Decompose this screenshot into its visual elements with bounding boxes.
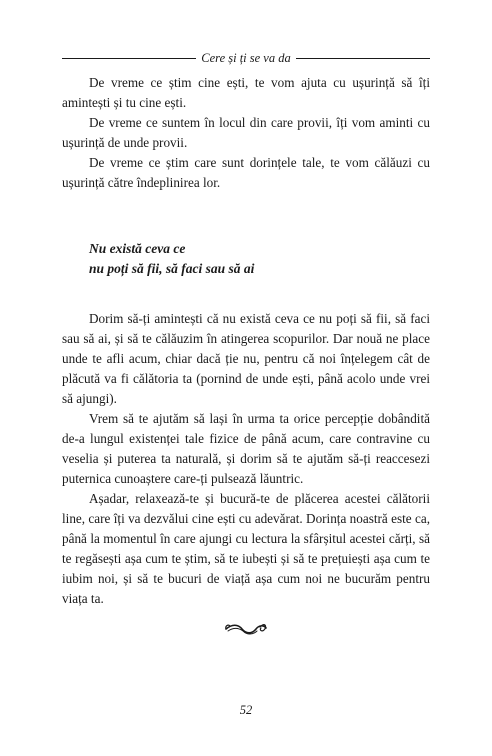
page-content (62, 73, 430, 609)
body-paragraph: Așadar, relaxează-te și bucură-te de plăcerea acestei călătorii line, care îți va dezvălui cine ești cu adevărat. Dorința noastră este ca, până la momentul în care ajungi cu lectura la sfârșitul acestei cărți, să te regăsești așa cum te știm, să te iubești și să te prețuiești așa cum te iubim noi, și să te bucuri de viață așa cum noi ne bucurăm pentru viața ta. (62, 491, 430, 606)
header-rule-right (296, 58, 430, 59)
section-title (62, 239, 430, 279)
running-header (62, 50, 430, 66)
section-title-line: nu poți să fii, să faci sau să ai (89, 261, 255, 276)
section-title-line: Nu există ceva ce (89, 241, 186, 256)
page-number: 52 (239, 703, 253, 717)
flourish-icon (224, 618, 268, 640)
header-rule-left (62, 58, 196, 59)
body-paragraph: Dorim să-ți amintești că nu există ceva ce nu poți să fii, să faci sau să ai, și să te călăuzim în atingerea scopurilor. Dar nouă ne place unde te afli acum, chiar dacă ție nu, pentru că noi înțelegem cât de plăcută va fi călătoria ta (pornind de unde ești, până acolo unde vrei să ajungi). (62, 311, 430, 406)
intro-paragraph: De vreme ce știm cine ești, te vom ajuta cu ușurință să îți amintești și tu cine ești. (62, 75, 430, 110)
body-paragraph: Vrem să te ajutăm să lași în urma ta orice percepție dobândită de-a lungul existenței tale fizice de până acum, care contravine cu veselia și puterea ta naturală, și dorim să te ajutăm să-ți reaccesezi puternica cunoaștere care-ți pulsează lăuntric. (62, 411, 430, 486)
running-title: Cere și ți se va da (201, 50, 291, 65)
intro-paragraph: De vreme ce știm care sunt dorințele tale, te vom călăuzi cu ușurință către îndeplinirea lor. (62, 155, 430, 190)
intro-paragraph: De vreme ce suntem în locul din care provii, îți vom aminti cu ușurință de unde provii. (62, 115, 430, 150)
